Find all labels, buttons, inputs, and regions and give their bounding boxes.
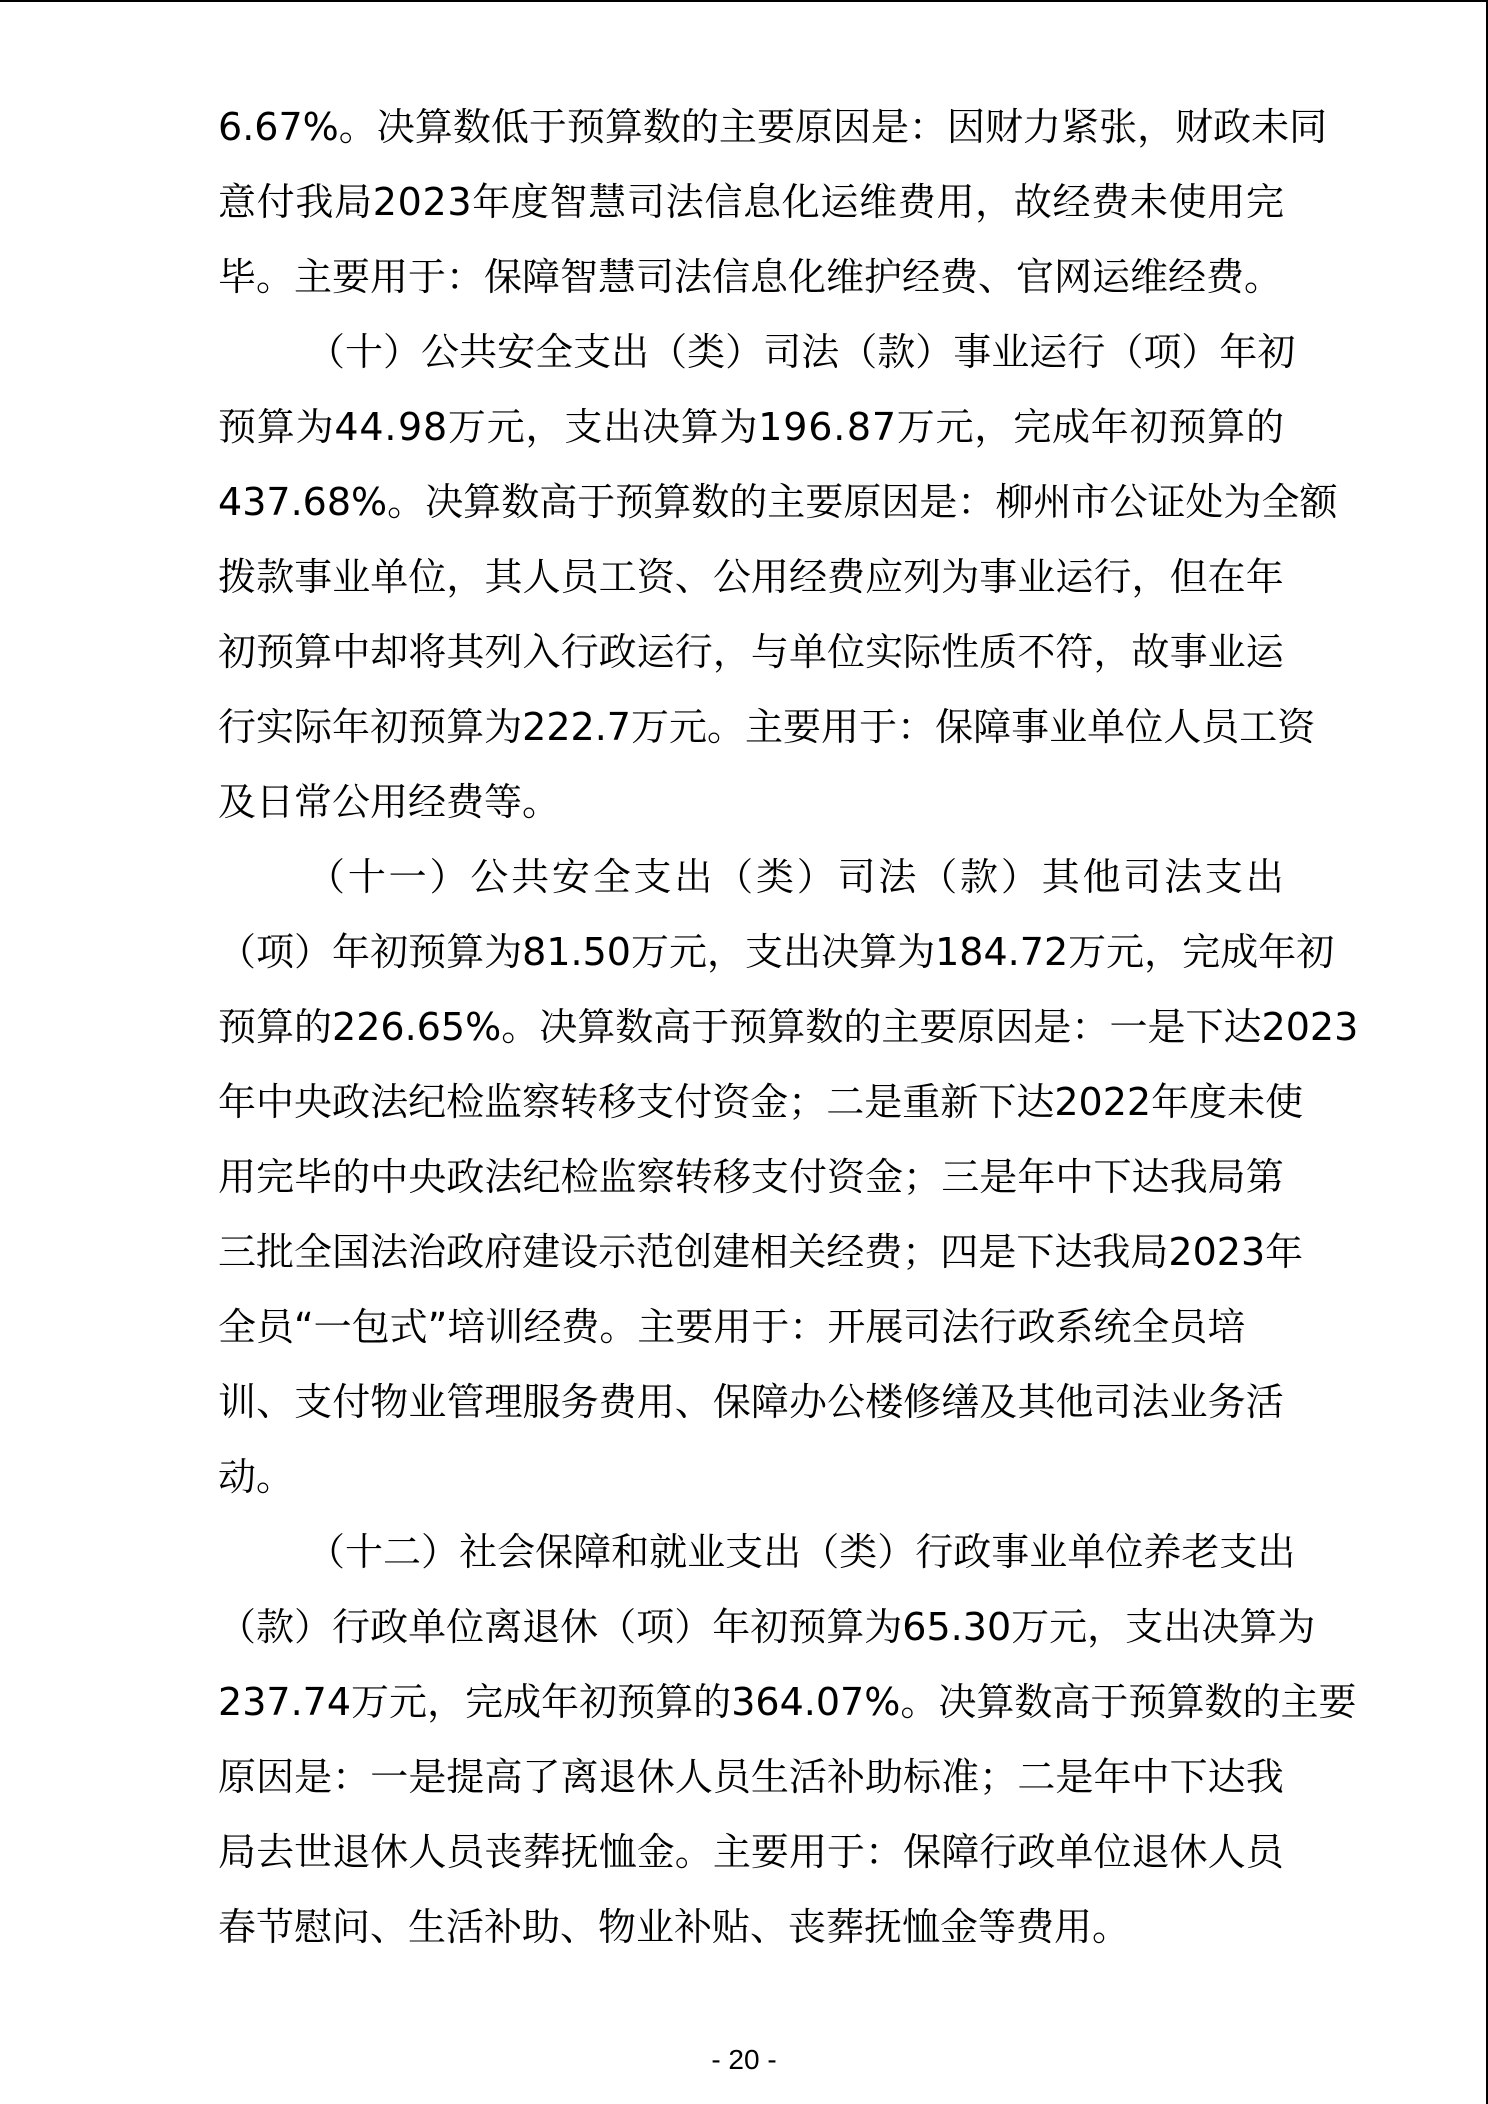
- text-line: 预 算 的 2 2 6 . 6 5 % 。 决 算 数 高 于 预 算 数 的 主 要 原 因 是 ： 一 是 下 达 2 0 2 3: [218, 1005, 1359, 1049]
- document-body: [218, 90, 1359, 1965]
- text-line: 动。: [218, 1455, 295, 1499]
- text-line: 预 算 为 4 4 . 9 8 万 元 ， 支 出 决 算 为 1 9 6 . 8 7 万 元 ， 完 成 年 初 预 算 的: [218, 405, 1284, 449]
- text-line: （ 十 ） 公 共 安 全 支 出 （ 类 ） 司 法 （ 款 ） 事 业 运 行 （ 项 ） 年 初: [307, 330, 1296, 374]
- text-line: 意 付 我 局 2 0 2 3 年 度 智 慧 司 法 信 息 化 运 维 费 用 ， 故 经 费 未 使 用 完: [218, 180, 1284, 224]
- text-line: 全员“一包式”培训经费。主要用于：开展司法行政系统全员培: [218, 1305, 1246, 1349]
- text-line: 年 中 央 政 法 纪 检 监 察 转 移 支 付 资 金 ； 二 是 重 新 下 达 2 0 2 2 年 度 未 使: [218, 1080, 1304, 1124]
- page-top-border: [0, 0, 1488, 2]
- text-line: （ 十 一 ） 公 共 安 全 支 出 （ 类 ） 司 法 （ 款 ） 其 他 司 法 支 出: [307, 855, 1284, 899]
- text-line: 及日常公用经费等。: [218, 780, 561, 824]
- text-line: 行 实 际 年 初 预 算 为 2 2 2 . 7 万 元 。 主 要 用 于 ： 保 障 事 业 单 位 人 员 工 资: [218, 705, 1316, 749]
- text-line: 三 批 全 国 法 治 政 府 建 设 示 范 创 建 相 关 经 费 ； 四 是 下 达 我 局 2 0 2 3 年: [218, 1230, 1304, 1274]
- text-line: 原 因 是 ： 一 是 提 高 了 离 退 休 人 员 生 活 补 助 标 准 ； 二 是 年 中 下 达 我: [218, 1755, 1284, 1799]
- text-line: 初 预 算 中 却 将 其 列 入 行 政 运 行 ， 与 单 位 实 际 性 质 不 符 ， 故 事 业 运: [218, 630, 1284, 674]
- text-line: 毕。主要用于：保障智慧司法信息化维护经费、官网运维经费。: [218, 255, 1283, 299]
- text-line: 拨 款 事 业 单 位 ， 其 人 员 工 资 、 公 用 经 费 应 列 为 事 业 运 行 ， 但 在 年: [218, 555, 1284, 599]
- page-number: - 20 -: [711, 2044, 777, 2075]
- text-line: 6 . 6 7 % 。 决 算 数 低 于 预 算 数 的 主 要 原 因 是 ： 因 财 力 紧 张 ， 财 政 未 同: [218, 105, 1328, 149]
- text-line: 用 完 毕 的 中 央 政 法 纪 检 监 察 转 移 支 付 资 金 ； 三 是 年 中 下 达 我 局 第: [218, 1155, 1284, 1199]
- text-line: 春节慰问、生活补助、物业补贴、丧葬抚恤金等费用。: [218, 1905, 1131, 1949]
- text-line: 局 去 世 退 休 人 员 丧 葬 抚 恤 金 。 主 要 用 于 ： 保 障 行 政 单 位 退 休 人 员: [218, 1830, 1284, 1874]
- text-line: 2 3 7 . 7 4 万 元 ， 完 成 年 初 预 算 的 3 6 4 . 0 7 % 。 决 算 数 高 于 预 算 数 的 主 要: [218, 1680, 1357, 1724]
- text-line: （ 十 二 ） 社 会 保 障 和 就 业 支 出 （ 类 ） 行 政 事 业 单 位 养 老 支 出: [307, 1530, 1296, 1574]
- text-line: （ 款 ） 行 政 单 位 离 退 休 （ 项 ） 年 初 预 算 为 6 5 . 3 0 万 元 ， 支 出 决 算 为: [218, 1605, 1316, 1649]
- text-line: （ 项 ） 年 初 预 算 为 8 1 . 5 0 万 元 ， 支 出 决 算 为 1 8 4 . 7 2 万 元 ， 完 成 年 初: [218, 930, 1335, 974]
- text-line: 训 、 支 付 物 业 管 理 服 务 费 用 、 保 障 办 公 楼 修 缮 及 其 他 司 法 业 务 活: [218, 1380, 1284, 1424]
- text-line: 4 3 7 . 6 8 % 。 决 算 数 高 于 预 算 数 的 主 要 原 因 是 ： 柳 州 市 公 证 处 为 全 额: [218, 480, 1338, 524]
